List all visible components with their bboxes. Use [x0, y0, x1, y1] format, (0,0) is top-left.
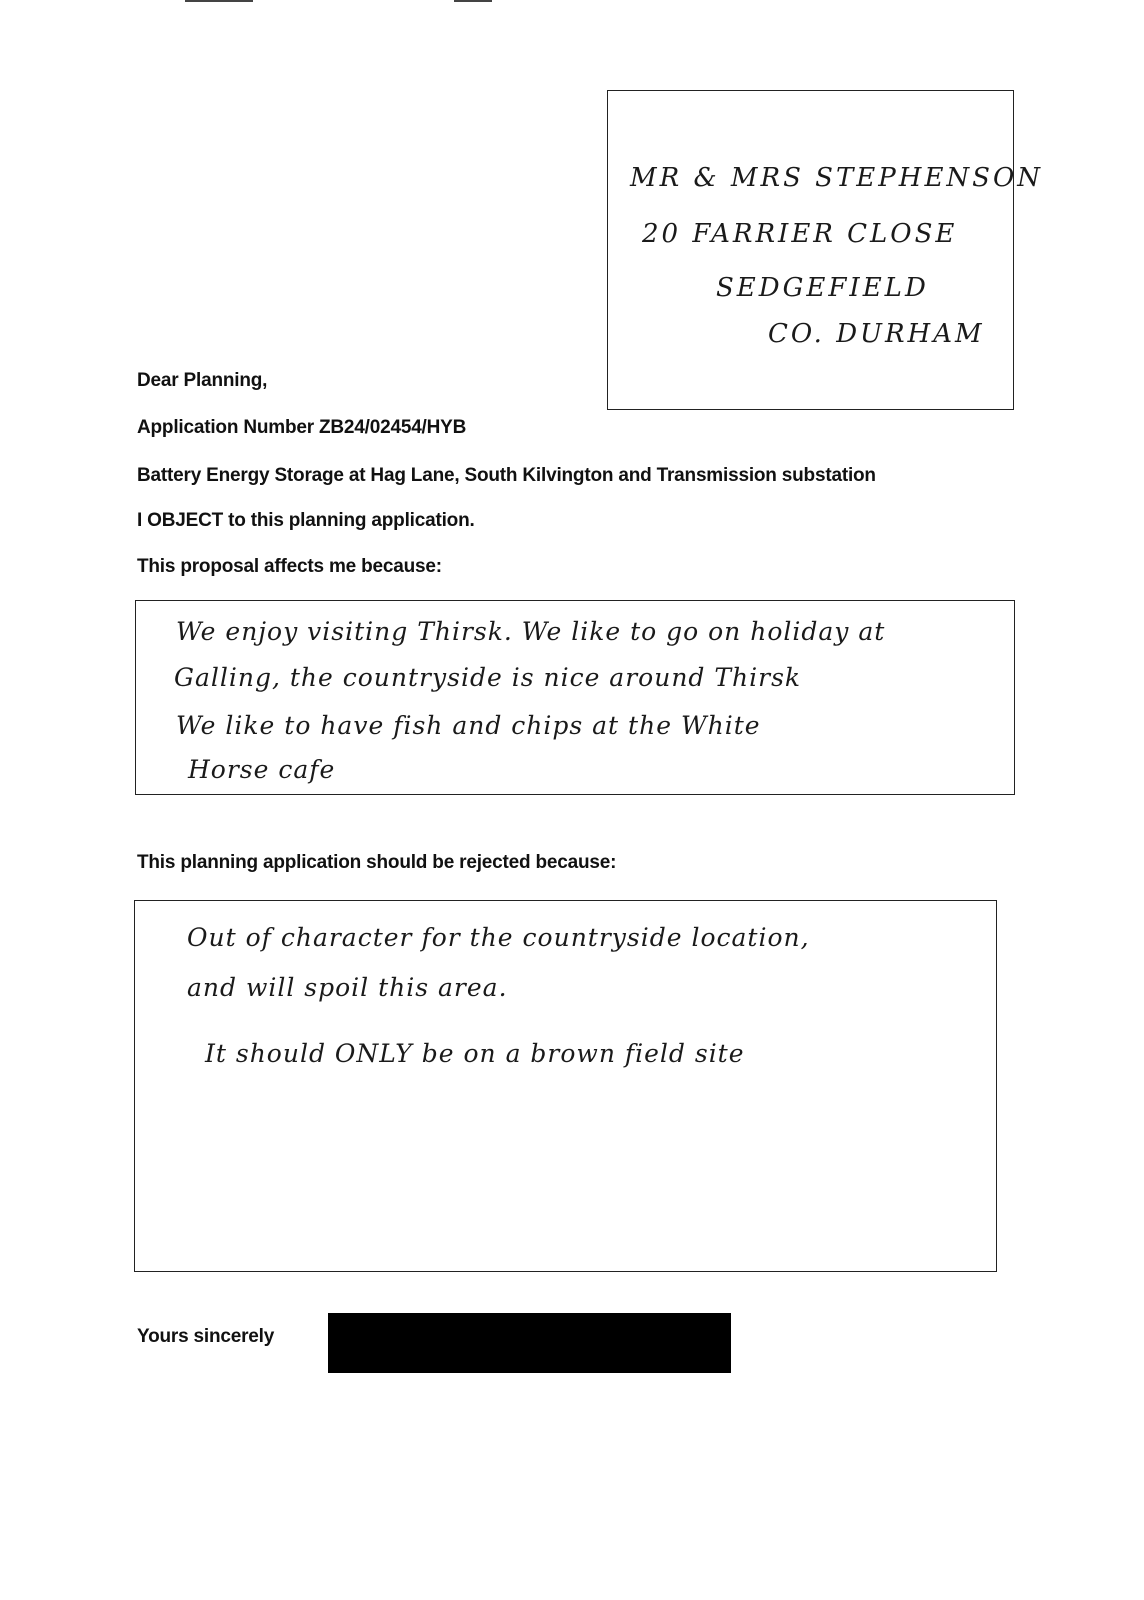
- affects-line-2: Galling, the countryside is nice around Thirsk: [174, 663, 802, 692]
- rejected-line-1: Out of character for the countryside location,: [187, 923, 810, 952]
- address-line-3: SEDGEFIELD: [716, 273, 929, 303]
- affects-line-1: We enjoy visiting Thirsk. We like to go on holiday at: [176, 617, 886, 646]
- rejected-heading: This planning application should be rejected because:: [137, 852, 617, 873]
- rejected-line-2: and will spoil this area.: [187, 973, 508, 1002]
- top-edge-mark: [454, 0, 492, 2]
- application-number: Application Number ZB24/02454/HYB: [137, 417, 467, 438]
- address-line-4: CO. DURHAM: [768, 319, 985, 349]
- rejected-box: [134, 900, 997, 1272]
- redacted-signature: [328, 1313, 731, 1373]
- closing: Yours sincerely: [137, 1326, 275, 1347]
- affects-heading: This proposal affects me because:: [137, 556, 442, 577]
- address-box: [607, 90, 1044, 410]
- application-subject: Battery Energy Storage at Hag Lane, South Kilvington and Transmission substation: [137, 465, 876, 486]
- affects-box: [135, 600, 1015, 795]
- address-line-1: MR & MRS STEPHENSON: [630, 163, 1044, 193]
- objection-statement: I OBJECT to this planning application.: [137, 510, 475, 531]
- salutation: Dear Planning,: [137, 370, 268, 391]
- affects-line-4: Horse cafe: [188, 755, 336, 784]
- address-line-2: 20 FARRIER CLOSE: [642, 219, 958, 249]
- affects-line-3: We like to have fish and chips at the White: [176, 711, 761, 740]
- top-edge-mark: [185, 0, 253, 2]
- rejected-line-3: It should ONLY be on a brown field site: [205, 1039, 745, 1068]
